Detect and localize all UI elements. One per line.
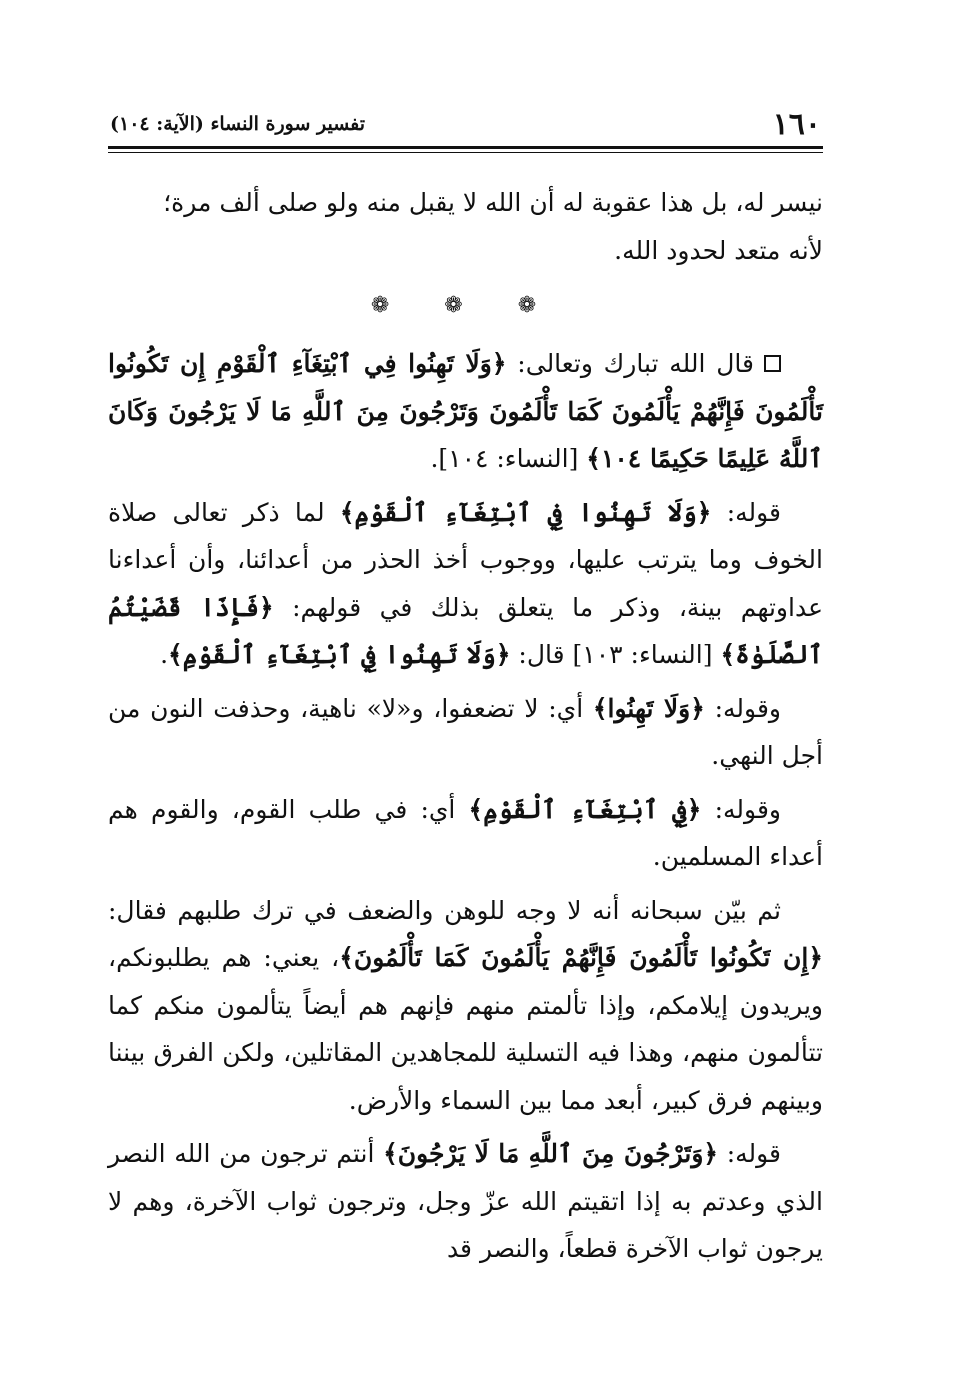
quran-verse: ﴿إِن تَكُونُوا تَأْلَمُونَ فَإِنَّهُمْ يَأْلَمُونَ كَمَا تَأْلَمُونَ﴾ bbox=[339, 943, 823, 972]
quran-verse: ﴿فَإِذَا قَضَيْتُمُ ٱلصَّلَوٰةَ﴾ bbox=[108, 592, 823, 669]
page-header bbox=[108, 100, 823, 140]
text-span: ، يعني: هم يطلبونكم، ويريدون إيلامكم، وإذا تألمتم منهم فإنهم هم أيضاً يتألمون منكم كما تتألمون منهم، وهذا فيه التسلية للمجاهدين المقاتلين، ولكن الفرق بيننا وبينهم فرق كبير، أبعد مما بين السماء والأرض. bbox=[108, 943, 823, 1115]
header-rule-thin bbox=[108, 152, 823, 153]
quran-verse: ﴿وَلَا تَهِنُوا فِي ٱبْتِغَآءِ ٱلْقَوْمِ﴾ bbox=[168, 640, 511, 669]
paragraph-commentary bbox=[108, 786, 823, 881]
header-rule-thick bbox=[108, 146, 823, 149]
text-span: لما ذكر تعالى صلاة الخوف وما يترتب عليها، ووجوب أخذ الحذر من أعدائنا، وأن أعداءنا عداوتهم بينة، وذكر ما يتعلق بذلك في قولهم: bbox=[108, 497, 823, 622]
paragraph-commentary bbox=[108, 685, 823, 780]
paragraph-verse-quote bbox=[108, 340, 823, 483]
section-separator: ❁ ❁ ❁ bbox=[370, 293, 561, 318]
page-body bbox=[108, 179, 823, 1273]
quran-verse: ﴿وَلَا تَهِنُوا فِي ٱبْتِغَآءِ ٱلْقَوْمِ إِن تَكُونُوا تَأْلَمُونَ فَإِنَّهُمْ يَأْلَمُونَ كَمَا تَأْلَمُونَ وَتَرْجُونَ مِنَ ٱللَّهِ مَا لَا يَرْجُونَ وَكَانَ ٱللَّهُ عَلِيمًا حَكِيمًا ١٠٤﴾ bbox=[108, 349, 823, 473]
text-line: نيسر له، بل هذا عقوبة له أن الله لا يقبل منه ولو صلى ألف مرة؛ bbox=[163, 188, 823, 217]
text-span: ثم بيّن سبحانه أنه لا وجه للوهن والضعف في ترك طلبهم فقال: bbox=[108, 895, 781, 925]
text-span: وقوله: bbox=[701, 794, 781, 824]
quran-verse: ﴿وَتَرْجُونَ مِنَ ٱللَّهِ مَا لَا يَرْجُونَ﴾ bbox=[383, 1139, 719, 1168]
paragraph-continuation bbox=[108, 179, 823, 274]
page-number: ١٦٠ bbox=[772, 107, 821, 142]
quran-verse: ﴿وَلَا تَهِنُوا فِي ٱبْتِغَآءِ ٱلْقَوْمِ﴾ bbox=[339, 497, 712, 527]
text-span: أي: في طلب القوم، والقوم هم أعداء المسلمين. bbox=[108, 794, 823, 871]
verse-reference: [النساء: ١٠٤]. bbox=[430, 444, 587, 473]
text-span: أي: لا تضعفوا، و«لا» ناهية، وحذفت النون من أجل النهي. bbox=[108, 693, 823, 770]
text-span: قال الله تبارك وتعالى: bbox=[506, 349, 754, 378]
text-span: أنتم ترجون من الله النصر الذي وعدتم به إذا اتقيتم الله عزّ وجل، وترجون ثواب الآخرة، وهم لا يرجون ثواب الآخرة قطعاً، والنصر قد bbox=[108, 1139, 823, 1263]
paragraph-commentary bbox=[108, 489, 823, 679]
text-line: لأنه متعد لحدود الله. bbox=[614, 235, 823, 265]
text-span: قوله: bbox=[718, 1139, 782, 1168]
book-page bbox=[108, 100, 823, 1360]
text-span: قوله: bbox=[711, 497, 782, 527]
quran-verse: ﴿فِي ٱبْتِغَآءِ ٱلْقَوْمِ﴾ bbox=[468, 794, 702, 824]
paragraph-commentary bbox=[108, 887, 823, 1125]
text-span: وقوله: bbox=[704, 693, 781, 723]
text-span: [النساء: ١٠٣] قال: bbox=[510, 640, 721, 669]
paragraph-commentary bbox=[108, 1130, 823, 1273]
text-span: . bbox=[160, 640, 169, 669]
running-title: تفسير سورة النساء (الآية: ١٠٤) bbox=[110, 113, 366, 135]
quran-verse: ﴿وَلَا تَهِنُوا﴾ bbox=[592, 693, 705, 723]
square-bullet-icon bbox=[764, 355, 781, 372]
